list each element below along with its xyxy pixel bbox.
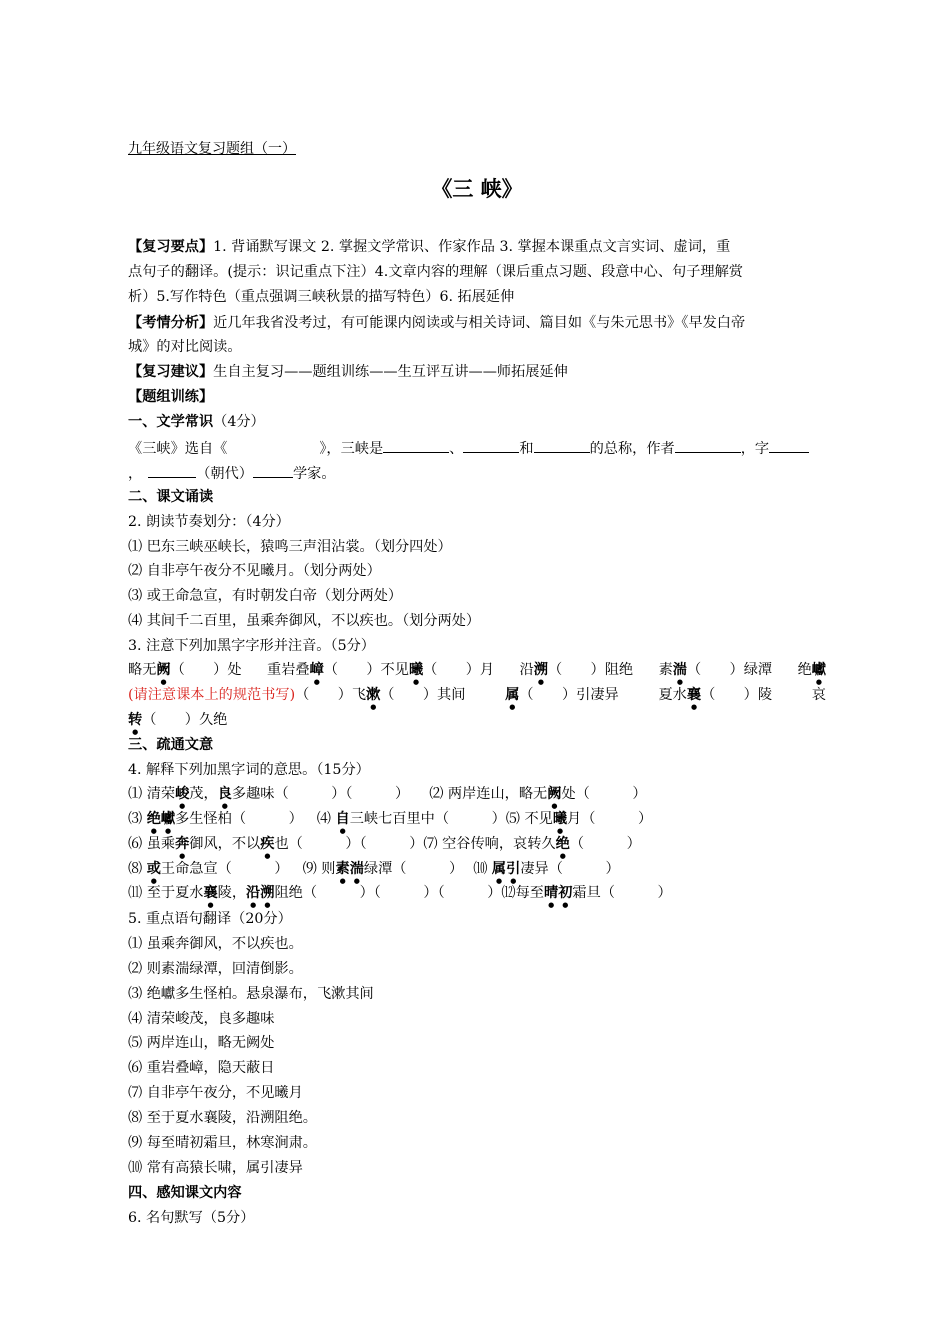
exam-analysis-line2: 城》的对比阅读。 — [128, 339, 242, 355]
q4-line2: ⑶ 绝巘多生怪柏（ ） ⑷ 自三峡七百里中（ ）⑸ 不见曦月（ ） — [128, 811, 653, 827]
lit-text-a: 《三峡》选自《 — [128, 441, 228, 457]
exam-analysis-label: 【考情分析】 — [128, 315, 214, 331]
q5-item6: ⑹ 重岩叠嶂，隐天蔽日 — [128, 1060, 275, 1076]
q2-item1: ⑴ 巴东三峡巫峡长，猿鸣三声泪沾裳。（划分四处） — [128, 539, 452, 555]
review-advice-line — [128, 363, 568, 381]
lit-text-f: ，字 — [740, 441, 770, 457]
q3-seg2: 重岩叠嶂（ ）不见曦（ ）月 — [267, 662, 495, 678]
section1-title: 一、文学常识 — [128, 414, 214, 430]
review-advice-label: 【复习建议】 — [128, 364, 214, 380]
q5-item7: ⑺ 自非亭午夜分，不见曦月 — [128, 1085, 303, 1101]
review-points-line2: 点句子的翻译。(提示：识记重点下注）4.文章内容的理解（课后重点习题、段意中心、句子理解赏 — [128, 264, 743, 280]
review-points-text1: 1. 背诵默写课文 2. 掌握文学常识、作家作品 3. 掌握本课重点文言实词、虚词，重 — [213, 239, 731, 255]
q3-row3: 转（ ）久绝 — [128, 712, 228, 728]
question3: 3. 注意下列加黑字字形并注音。（5分） — [128, 638, 375, 654]
q4-line1: ⑴ 清荣峻茂，良多趣味（ ）（ ） ⑵ 两岸连山，略无阙处（ ） — [128, 786, 647, 802]
q5-item3: ⑶ 绝巘多生怪柏。悬泉瀑布，飞漱其间 — [128, 986, 374, 1002]
q3-seg5: 绝巘 — [797, 662, 826, 678]
lit-text-h: （朝代） — [196, 466, 253, 482]
q3-seg8: 夏水襄（ ）陵 — [658, 687, 773, 703]
question2: 2. 朗读节奏划分：（4分） — [128, 514, 290, 530]
question6: 6. 名句默写（5分） — [128, 1210, 255, 1226]
lit-text-b: 》，三峡是 — [319, 441, 384, 457]
blank-gorge1[interactable] — [383, 438, 449, 453]
q5-item2: ⑵ 则素湍绿潭，回清倒影。 — [128, 961, 303, 977]
q2-item3: ⑶ 或王命急宣，有时朝发白帝（划分两处） — [128, 588, 403, 604]
q4-line4: ⑻ 或王命急宣（ ） ⑼ 则素湍绿潭（ ） ⑽ 属引凄异（ ） — [128, 861, 620, 877]
q4-line3: ⑹ 虽乘奔御风，不以疾也（ ）（ ）⑺ 空谷传响，哀转久绝（ ） — [128, 836, 641, 852]
section4-heading: 四、感知课文内容 — [128, 1185, 242, 1201]
blank-scholar[interactable] — [253, 463, 293, 478]
q5-item1: ⑴ 虽乘奔御风，不以疾也。 — [128, 936, 303, 952]
q5-item8: ⑻ 至于夏水襄陵，沿溯阻绝。 — [128, 1110, 317, 1126]
q3-seg4: 素湍（ ）绿潭 — [658, 662, 773, 678]
blank-gorge3[interactable] — [534, 438, 590, 453]
review-points-line1 — [128, 238, 730, 256]
exam-analysis-text1: 近几年我省没考过，有可能课内阅读或与相关诗词、篇目如《与朱元思书》《早发白帝 — [213, 315, 746, 331]
section1-heading — [128, 413, 265, 431]
section1-line1 — [128, 438, 809, 458]
q2-item4: ⑷ 其间千二百里，虽乘奔御风，不以疾也。（划分两处） — [128, 613, 481, 629]
lit-text-e: 的总称，作者 — [589, 441, 675, 457]
review-points-line3: 析）5.写作特色（重点强调三峡秋景的描写特色）6. 拓展延伸 — [128, 289, 515, 305]
section1-line2 — [128, 463, 336, 483]
section3-heading: 三、疏通文意 — [128, 737, 214, 753]
q3-seg1: 略无阙（ ）处 — [128, 662, 242, 678]
q3-seg7: 属（ ）引凄异 — [505, 687, 619, 703]
standard-writing-note: (请注意课本上的规范书写) — [128, 687, 296, 703]
q3-row2 — [128, 686, 826, 711]
question5: 5. 重点语句翻译（20分） — [128, 911, 292, 927]
lit-text-d: 和 — [519, 441, 534, 457]
q3-seg3: 沿溯（ ）阻绝 — [519, 662, 634, 678]
blank-courtesy-name[interactable] — [769, 438, 809, 453]
review-points-label: 【复习要点】 — [128, 239, 214, 255]
q2-item2: ⑵ 自非亭午夜分不见曦月。（划分两处） — [128, 563, 381, 579]
q3-seg9: 哀 — [811, 687, 826, 703]
q4-line5: ⑾ 至于夏水襄陵，沿溯阻绝（ ）（ ）（ ）⑿每至晴初霜旦（ ） — [128, 885, 672, 901]
exam-analysis-line1 — [128, 314, 745, 332]
section1-score: （4分） — [213, 414, 265, 430]
document-header: 九年级语文复习题组（一） — [128, 141, 296, 157]
blank-author[interactable] — [675, 438, 741, 453]
review-advice-text: 生自主复习——题组训练——生互评互讲——师拓展延伸 — [213, 364, 568, 380]
training-label: 【题组训练】 — [128, 389, 214, 405]
page-title: 《三 峡》 — [431, 177, 523, 201]
q3-seg6: (请注意课本上的规范书写)（ ）飞漱（ ）其间 — [128, 687, 466, 703]
q3-row1 — [128, 661, 826, 686]
lit-text-i: 学家。 — [292, 466, 336, 482]
blank-dynasty[interactable] — [148, 463, 196, 478]
q5-item9: ⑼ 每至晴初霜旦，林寒涧肃。 — [128, 1135, 317, 1151]
q5-item4: ⑷ 清荣峻茂，良多趣味 — [128, 1011, 275, 1027]
question4: 4. 解释下列加黑字词的意思。（15分） — [128, 762, 370, 778]
blank-gorge2[interactable] — [463, 438, 519, 453]
q5-item10: ⑽ 常有高猿长啸，属引凄异 — [128, 1160, 303, 1176]
section2-heading: 二、课文诵读 — [128, 489, 214, 505]
lit-text-c: 、 — [449, 441, 464, 457]
lit-text-g: ， — [128, 466, 143, 482]
q5-item5: ⑸ 两岸连山，略无阙处 — [128, 1035, 275, 1051]
